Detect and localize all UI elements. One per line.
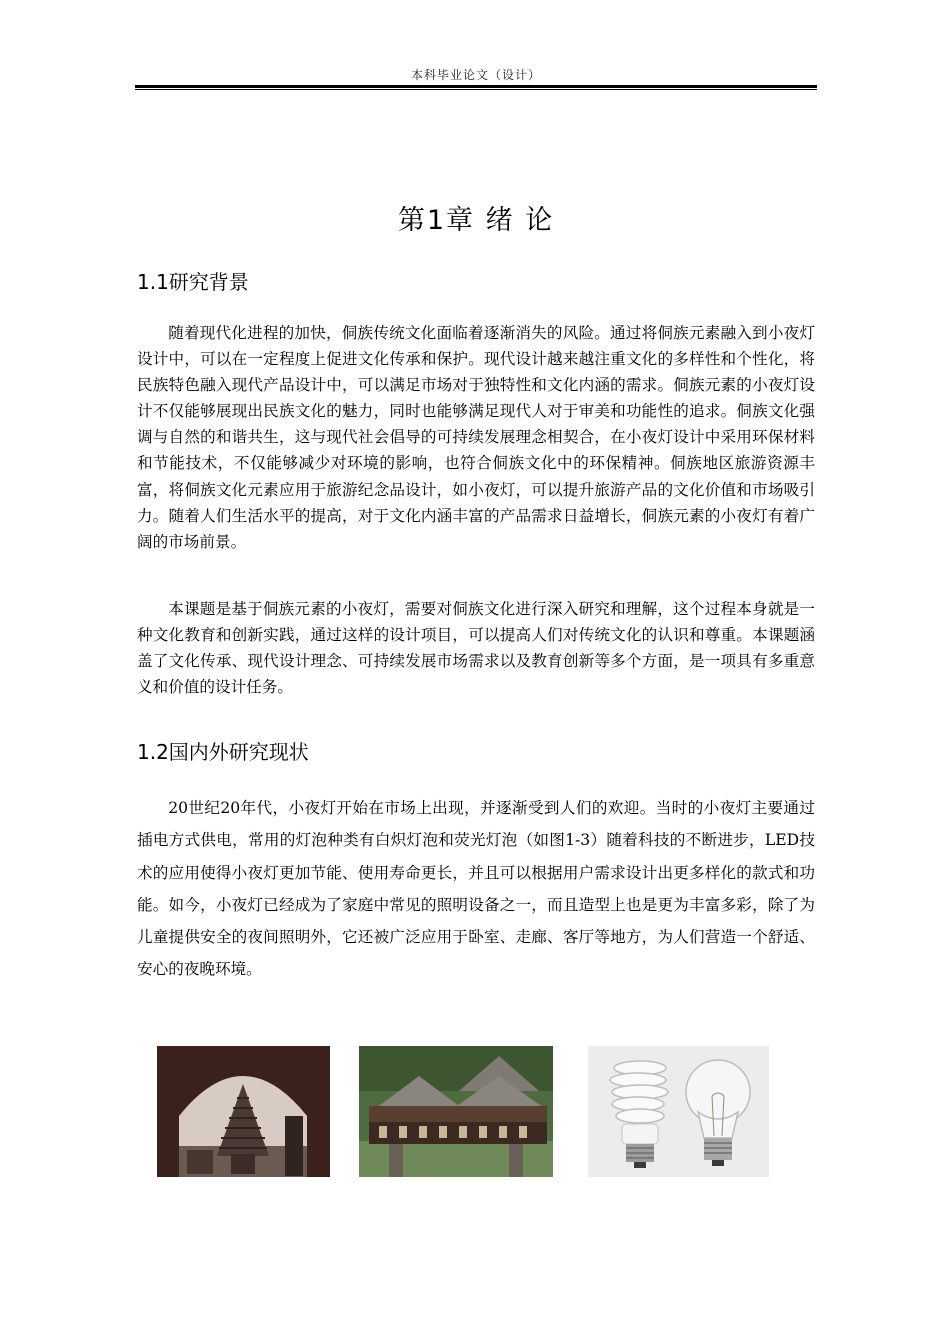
section-title-research-status: 1.2国内外研究现状 bbox=[137, 740, 309, 764]
light-bulbs-photo bbox=[588, 1046, 769, 1177]
paragraph-research-status: 20世纪20年代，小夜灯开始在市场上出现，并逐渐受到人们的欢迎。当时的小夜灯主要通过插电方式供电，常用的灯泡种类有白炽灯泡和荧光灯泡（如图1-3）随着科技的不断进步，LED技术的应用使得小夜灯更加节能、使用寿命更长，并且可以根据用户需求设计出更多样化的款式和功能。如今，小夜灯已经成为了家庭中常见的照明设备之一，而且造型上也是更为丰富多彩，除了为儿童提供安全的夜间照明外，它还被广泛应用于卧室、走廊、客厅等地方，为人们营造一个舒适、安心的夜晚环境。 bbox=[137, 799, 815, 979]
section-title-background: 1.1研究背景 bbox=[137, 270, 249, 294]
chapter-title: 第1章 绪 论 bbox=[397, 205, 555, 236]
running-header: 本科毕业论文（设计） bbox=[410, 68, 541, 82]
dong-drum-tower-photo bbox=[157, 1046, 330, 1177]
header-rule bbox=[135, 85, 817, 88]
paragraph-background-1: 随着现代化进程的加快，侗族传统文化面临着逐渐消失的风险。通过将侗族元素融入到小夜灯设计中，可以在一定程度上促进文化传承和保护。现代设计越来越注重文化的多样性和个性化，将民族特色融入现代产品设计中，可以满足市场对于独特性和文化内涵的需求。侗族元素的小夜灯设计不仅能够展现出民族文化的魅力，同时也能够满足现代人对于审美和功能性的追求。侗族文化强调与自然的和谐共生，这与现代社会倡导的可持续发展理念相契合，在小夜灯设计中采用环保材料和节能技术，不仅能够减少对环境的影响，也符合侗族文化中的环保精神。侗族地区旅游资源丰富，将侗族文化元素应用于旅游纪念品设计，如小夜灯，可以提升旅游产品的文化价值和市场吸引力。随着人们生活水平的提高，对于文化内涵丰富的产品需求日益增长，侗族元素的小夜灯有着广阔的市场前景。 bbox=[137, 324, 815, 551]
header-rule-thin bbox=[135, 89, 817, 90]
dong-wind-rain-bridge-photo bbox=[359, 1046, 553, 1177]
paragraph-background-2: 本课题是基于侗族元素的小夜灯，需要对侗族文化进行深入研究和理解，这个过程本身就是一种文化教育和创新实践，通过这样的设计项目，可以提高人们对传统文化的认识和尊重。本课题涵盖了文化传承、现代设计理念、可持续发展市场需求以及教育创新等多个方面，是一项具有多重意义和价值的设计任务。 bbox=[137, 600, 815, 697]
figure-row bbox=[0, 1046, 950, 1178]
